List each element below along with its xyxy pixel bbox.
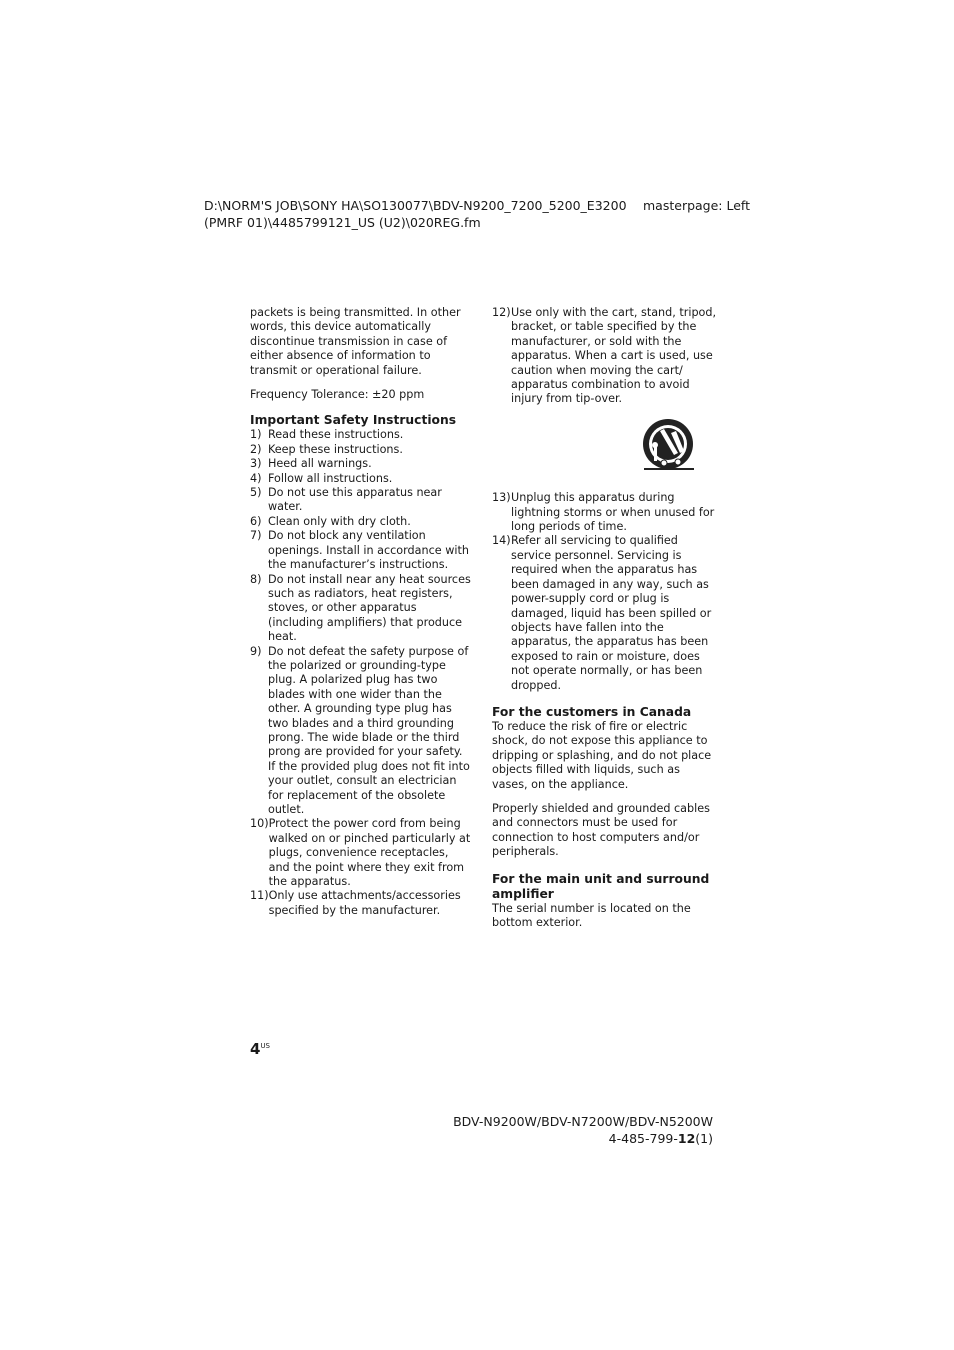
list-item-text: Refer all servicing to qualified service personnel. Servicing is required when the apparatus has been damaged in any way, such as power-supply cord or plug is damaged, liquid has been spilled or objects have fallen into the apparatus, the apparatus has been exposed to rain or moisture, does not operate normally, or has been dropped.: [511, 534, 712, 692]
footer: [453, 1113, 713, 1147]
list-item: [250, 443, 472, 457]
list-item-text: Only use attachments/accessories specified by the manufacturer.: [268, 889, 461, 917]
list-item: [250, 515, 472, 529]
list-item: [250, 529, 472, 572]
safety-list-continued-2: [492, 491, 717, 693]
list-item-text: Heed all warnings.: [268, 457, 372, 471]
list-item-text: Do not defeat the safety purpose of the polarized or grounding-type plug. A polarized plug has two blades with one wider than the other. A grounding type plug has two blades and a third grounding prong. The wide blade or the third prong are provided for your safety. If the provided plug does not fit into your outlet, consult an electrician for replacement of the obsolete outlet.: [268, 644, 470, 816]
list-item-text: Do not use this apparatus near water.: [268, 486, 442, 514]
file-path-header: [204, 197, 627, 231]
list-item: [250, 472, 472, 486]
list-item-text: Clean only with dry cloth.: [268, 514, 411, 528]
document-code: [453, 1130, 713, 1147]
list-item-number: 12): [492, 306, 511, 319]
list-item-number: 6): [250, 514, 262, 528]
list-item-number: 9): [250, 644, 262, 658]
document-code-revision: 12: [677, 1131, 696, 1146]
page-number-value: 4: [250, 1040, 261, 1058]
list-item-number: 13): [492, 491, 511, 505]
list-item-number: 1): [250, 428, 262, 442]
list-item: [250, 428, 472, 442]
list-item-text: Follow all instructions.: [268, 471, 393, 485]
list-item-text: Keep these instructions.: [268, 442, 403, 456]
list-item-text: Do not install near any heat sources such as radiators, heat registers, stoves, or other apparatus (including amplifiers) that produce heat.: [268, 572, 471, 644]
list-item: [492, 306, 717, 407]
list-item-number: 10): [250, 817, 269, 831]
safety-heading: Important Safety Instructions: [250, 413, 457, 428]
list-item-number: 2): [250, 442, 262, 456]
list-item-text: Protect the power cord from being walked on or pinched particularly at plugs, convenience receptacles, and the point where they exit from the apparatus.: [268, 817, 471, 889]
page-number-suffix: US: [260, 1042, 271, 1050]
list-item: [250, 573, 472, 645]
safety-list-continued: [492, 306, 717, 407]
file-path-line-1: D:\NORM'S JOB\SONY HA\SO130077\BDV-N9200_7200_5200_E3200: [204, 198, 627, 213]
file-path-line-2: (PMRF 01)\4485799121_US (U2)\020REG.fm: [204, 215, 481, 230]
list-item: [492, 534, 717, 692]
document-code-prefix: 4-485-799-: [608, 1131, 678, 1146]
list-item-number: 7): [250, 529, 262, 543]
list-item-number: 11): [250, 889, 269, 903]
canada-paragraph-1: To reduce the risk of fire or electric shock, do not expose this appliance to dripping or splashing, and do not place objects filled with liquids, such as vases, on the appliance.: [492, 719, 712, 791]
right-column: [492, 306, 717, 930]
list-item: [250, 457, 472, 471]
canada-heading: For the customers in Canada: [492, 704, 692, 719]
list-item-text: Read these instructions.: [268, 428, 404, 442]
cart-tip-over-warning-icon: [640, 417, 700, 477]
list-item: [250, 486, 472, 515]
intro-paragraph: packets is being transmitted. In other words, this device automatically discontinue transmission in case of either absence of information to transmit or operational failure.: [250, 306, 461, 377]
list-item: [250, 889, 472, 918]
list-item-number: 4): [250, 471, 262, 485]
left-column: [250, 306, 472, 918]
list-item-number: 14): [492, 534, 511, 548]
list-item: [250, 817, 472, 889]
document-code-suffix: (1): [695, 1131, 713, 1146]
frequency-tolerance: Frequency Tolerance: ±20 ppm: [250, 388, 425, 402]
masterpage-label: masterpage: Left: [643, 198, 751, 213]
list-item-text: Unplug this apparatus during lightning storms or when unused for long periods of time.: [511, 491, 715, 534]
serial-paragraph: The serial number is located on the bottom exterior.: [492, 901, 691, 929]
canada-paragraph-2: Properly shielded and grounded cables and connectors must be used for connection to host computers and/or peripherals.: [492, 801, 710, 859]
list-item-number: 8): [250, 572, 262, 586]
list-item-text: Do not block any ventilation openings. Install in accordance with the manufacturer’s instructions.: [268, 529, 469, 572]
safety-list: [250, 428, 472, 918]
list-item-number: 3): [250, 457, 262, 471]
model-numbers: BDV-N9200W/BDV-N7200W/BDV-N5200W: [453, 1114, 713, 1129]
page-number: [250, 1040, 270, 1058]
list-item-number: 5): [250, 486, 262, 500]
list-item: [250, 645, 472, 818]
list-item: [492, 491, 717, 534]
serial-heading: For the main unit and surround amplifier: [492, 871, 710, 901]
list-item-text: Use only with the cart, stand, tripod, bracket, or table specified by the manufacturer, or sold with the apparatus. When a cart is used, use caution when moving the cart/ apparatus combination to avoid injury from tip-over.: [511, 306, 717, 406]
